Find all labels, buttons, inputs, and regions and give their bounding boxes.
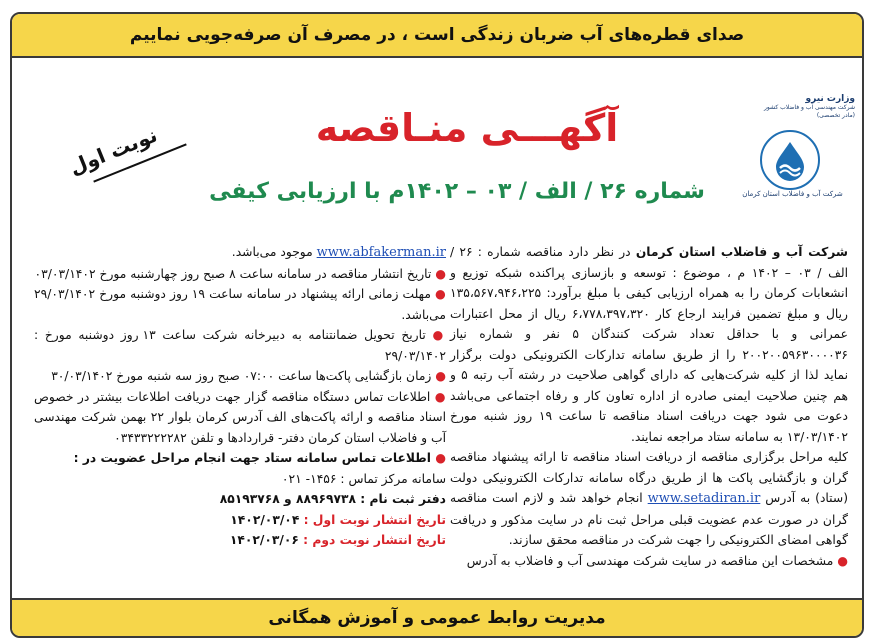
- bullet-icon: ●: [425, 328, 447, 342]
- header-slogan: صدای قطره‌های آب ضربان زندگی است ، در مصرف آن صرفه‌جویی نماییم: [129, 25, 745, 45]
- specs-paragraph: [450, 551, 848, 572]
- pub2-label: تاریخ انتشار نوبت دوم :: [298, 533, 446, 547]
- website-suffix: موجود می‌باشد.: [231, 245, 317, 259]
- intro-paragraph: [450, 242, 848, 447]
- process-paragraph: [450, 447, 848, 551]
- publication-first: [34, 510, 446, 531]
- bullet-icon: ●: [833, 553, 848, 568]
- tender-number: شماره ۲۶ / الف / ۰۳ – ۱۴۰۲م با ارزیابی کیفی: [209, 179, 705, 204]
- company-sub-label: شرکت مهندسی آب و فاضلاب کشور: [763, 104, 855, 111]
- bullet-icon: ●: [430, 287, 446, 301]
- list-item: [34, 387, 446, 449]
- ministry-label: وزارت نیرو: [805, 94, 855, 104]
- company-logo: [730, 94, 855, 214]
- bullet-icon: ●: [430, 451, 446, 465]
- water-drop-icon: [760, 130, 820, 190]
- call-center: سامانه مرکز تماس : ۱۴۵۶- ۰۲۱: [281, 471, 446, 486]
- right-column: [450, 242, 848, 571]
- left-column: [34, 242, 446, 551]
- notice-title: آگهـــی منـاقصه: [315, 106, 619, 150]
- setad-contact-line: [34, 448, 446, 469]
- company-sub-label-2: (مادر تخصصی): [816, 112, 855, 119]
- header-slogan-banner: [12, 14, 862, 58]
- list-item: [34, 284, 446, 325]
- company-name: شرکت آب و فاضلاب استان کرمان: [635, 245, 848, 259]
- pub2-value: ۱۴۰۲/۰۳/۰۶: [229, 533, 299, 547]
- list-item: [34, 325, 446, 366]
- registration-value: ۸۸۹۶۹۷۳۸ و ۸۵۱۹۳۷۶۸: [219, 492, 357, 506]
- pub1-value: ۱۴۰۲/۰۳/۰۴: [230, 512, 300, 527]
- publication-second: [34, 530, 446, 551]
- list-item: [34, 366, 446, 387]
- round-label: نوبت اول: [65, 122, 161, 180]
- specs-text: مشخصات این مناقصه در سایت شرکت مهندسی آب و فاضلاب به آدرس: [466, 553, 834, 568]
- website-line: [34, 242, 446, 264]
- footer-text: مدیریت روابط عمومی و آموزش همگانی: [268, 608, 606, 628]
- intro-text: در نظر دارد مناقصه شماره : ۲۶ /الف / ۰۳ – ۱۴۰۲ م ، موضوع : توسعه و بازسازی پراکنده شبکه توزیع و انشعابات کرمان را به همراه ارزیابی کیفی با مبلغ برآورد: ۱۳۵،۵۶۷،۹۴۶،۲۲۵ ریال و مبلغ تضمین فرایند ارجاع کار ۶،۷۷۸،۳۹۷،۳۲۰ ریال از محل اعتبارات عمرانی و با حداقل تعداد شرکت کنندگان ۵ نفر و شماره نیاز ۲۰۰۲۰۰۵۹۶۳۰۰۰۰۳۶ را از طریق سامانه تدارکات الکترونیکی دولت برگزار نماید لذا از کلیه شرکت‌هایی که دارای گواهی صلاحیت در رشته آب رتبه ۵ و هم چنین صلاحیت ایمنی صادره از اداره تعاون کار و رفاه اجتماعی می‌باشد دعوت می شود جهت دریافت اسناد مناقصه تا ساعت ۱۹ روز شنبه مورخ ۱۳/۰۳/۱۴۰۲ به سامانه ستاد مراجعه نمایند.: [450, 245, 848, 444]
- process-text-b: انجام خواهد شد و لازم است مناقصه گران در صورت عدم عضویت قبلی مراحل ثبت نام در سایت مذکور و دریافت گواهی امضای الکترونیکی را جهت شرکت در مناقصه محقق سازند.: [450, 491, 848, 547]
- logo-caption: شرکت آب و فاضلاب استان کرمان: [742, 190, 843, 198]
- registration-label: دفتر ثبت نام :: [356, 492, 446, 506]
- bullet-icon: ●: [431, 369, 446, 383]
- opening-item: زمان بازگشایی پاکت‌ها ساعت ۰۷:۰۰ صبح روز سه شنبه مورخ ۳۰/۰۳/۱۴۰۲: [51, 369, 432, 383]
- website-link[interactable]: www.abfakerman.ir: [316, 245, 446, 260]
- bullet-icon: ●: [431, 266, 446, 281]
- tender-notice: [10, 12, 864, 638]
- publish-date-item: تاریخ انتشار مناقصه در سامانه ساعت ۸ صبح روز چهارشنبه مورخ ۰۳/۰۳/۱۴۰۲: [34, 266, 432, 281]
- bullet-icon: ●: [430, 389, 446, 404]
- footer-banner: [12, 598, 862, 636]
- contact-item: اطلاعات تماس دستگاه مناقصه گزار جهت دریافت اطلاعات بیشتر در خصوص اسناد مناقصه و ارائه پاکت‌های الف آدرس کرمان بلوار ۲۲ بهمن شرکت مهندسی آب و فاضلاب استان کرمان دفتر- قراردادها و تلفن ۰۳۴۳۳۲۲۲۲۸۲: [34, 389, 446, 445]
- process-text-a: کلیه مراحل برگزاری مناقصه از دریافت اسناد مناقصه تا ارائه پیشنهاد مناقصه گران و بازگشایی پاکت ها از طریق درگاه سامانه تدارکات الکترونیکی دولت (ستاد) به آدرس: [450, 450, 848, 505]
- deadline-item: مهلت زمانی ارائه پیشنهاد در سامانه ساعت ۱۹ روز دوشنبه مورخ ۲۹/۰۳/۱۴۰۲ می‌باشد.: [34, 287, 446, 322]
- registration-line: [34, 489, 446, 510]
- list-item: [34, 264, 446, 285]
- setad-contact-title: اطلاعات تماس سامانه ستاد جهت انجام مراحل عضویت در :: [73, 451, 431, 465]
- guarantee-item: تاریخ تحویل ضمانتنامه به دبیرخانه شرکت ساعت ۱۳ روز دوشنبه مورخ : ۲۹/۰۳/۱۴۰۲: [34, 328, 446, 363]
- setad-link[interactable]: www.setadiran.ir: [647, 491, 761, 506]
- pub1-label: تاریخ انتشار نوبت اول :: [299, 512, 446, 527]
